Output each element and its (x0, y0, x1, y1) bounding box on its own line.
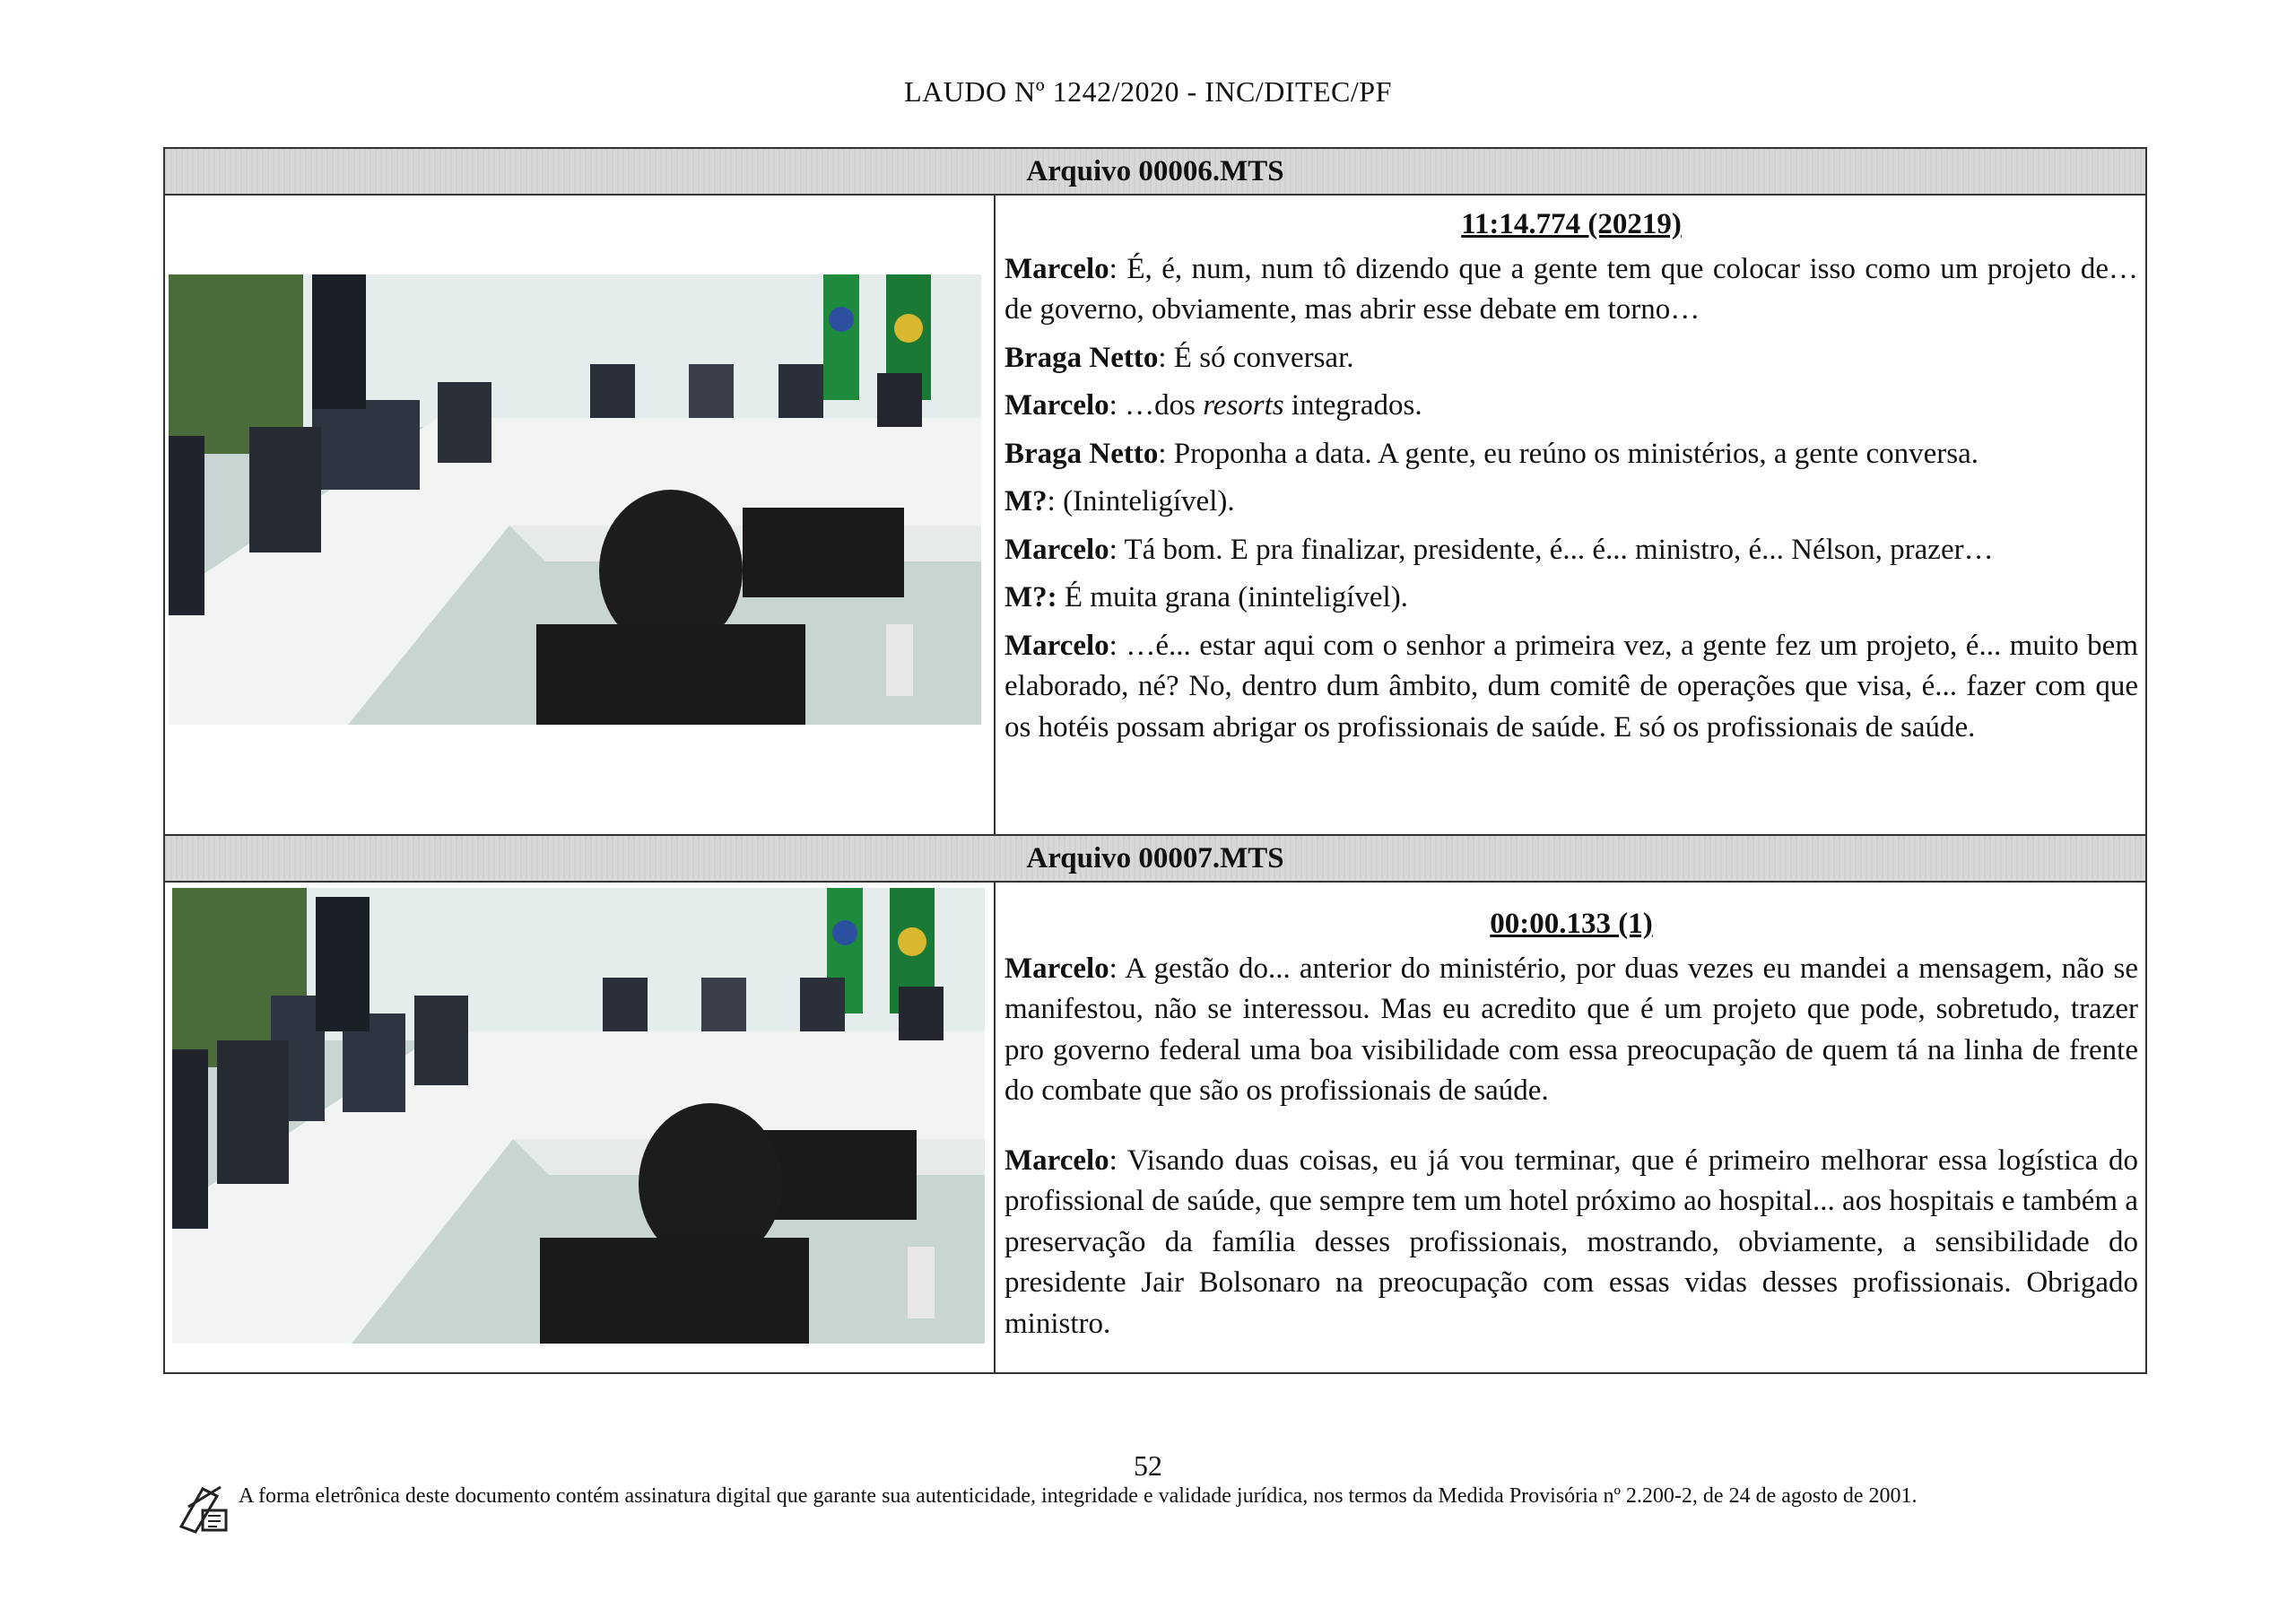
meeting-photo (172, 888, 985, 1344)
transcript-line (1004, 949, 2138, 1112)
speech-text: (Ininteligível). (1063, 485, 1235, 518)
speaker-name: Marcelo (1004, 533, 1109, 566)
speech-text: É, é, num, num tô dizendo que a gente tem que colocar isso como um projeto de… de governo, obviamente, mas abrir esse debate em torno… (1004, 252, 2139, 326)
footer (176, 1480, 2149, 1534)
section-body (165, 883, 2145, 1372)
speaker-name: M? (1004, 485, 1048, 518)
transcript-table (163, 147, 2147, 1374)
speaker-separator (1057, 581, 1065, 613)
transcript-text (996, 883, 2145, 1372)
transcript-line (1004, 626, 2138, 749)
speaker-separator: : (1109, 389, 1126, 422)
transcript-line (1004, 1141, 2138, 1345)
photo-cell (165, 883, 996, 1372)
speaker-name: Marcelo (1004, 389, 1109, 422)
timestamp: 11:14.774 (20219) (1461, 208, 1682, 240)
transcript-line (1004, 386, 2138, 427)
document-header: LAUDO Nº 1242/2020 - INC/DITEC/PF (904, 75, 1392, 108)
speaker-separator: : (1109, 952, 1126, 985)
transcript-line (1004, 530, 2138, 571)
speech-text: A gestão do... anterior do ministério, por duas vezes eu mandei a mensagem, não se manifestou, não se interessou. Mas eu acredito que é um projeto que pode, sobretudo, trazer pro governo federal uma boa visibilidade com essa preocupação de quem tá na linha de frente do combate que são os profissionais de saúde. (1004, 952, 2138, 1108)
speaker-separator: : (1158, 437, 1174, 470)
speech-text: Proponha a data. A gente, eu reúno os ministérios, a gente conversa. (1173, 437, 1979, 470)
transcript-text (996, 196, 2145, 834)
transcript-line (1004, 249, 2138, 331)
speech-text: Tá bom. E pra finalizar, presidente, é... é... ministro, é... Nélson, prazer… (1124, 533, 1994, 566)
meeting-photo-drawing (169, 274, 981, 725)
speech-text: Visando duas coisas, eu já vou terminar, que é primeiro melhorar essa logística do profissional de saúde, que sempre tem um hotel próximo ao hospital... aos hospitais e também a preservação da família desses profissionais, mostrando, obviamente, a sensibilidade do presidente Jair Bolsonaro na preocupação com essas vidas desses profissionais. Obrigado ministro. (1004, 1144, 2138, 1340)
file-header: Arquivo 00007.MTS (165, 836, 2145, 883)
speech-text: É muita grana (ininteligível). (1064, 581, 1408, 614)
section-body (165, 196, 2145, 836)
speaker-separator: : (1158, 341, 1174, 374)
meeting-photo-drawing (172, 888, 985, 1344)
speaker-name: Braga Netto (1004, 341, 1159, 374)
speaker-separator: : (1109, 629, 1126, 662)
speech-text: É só conversar. (1173, 341, 1354, 374)
speech-text: integrados. (1283, 389, 1422, 422)
transcript-line (1004, 434, 2138, 475)
meeting-photo (169, 274, 981, 725)
speaker-separator: : (1047, 485, 1064, 518)
file-header: Arquivo 00006.MTS (165, 149, 2145, 196)
transcript-line (1004, 482, 2138, 523)
speaker-name: Marcelo (1004, 1144, 1109, 1177)
digital-signature-icon (176, 1480, 231, 1534)
footer-text: A forma eletrônica deste documento contém assinatura digital que garante sua autenticidade, integridade e validade jurídica, nos termos da Medida Provisória nº 2.200-2, de 24 de agosto de 2001. (239, 1484, 1918, 1508)
speaker-separator: : (1109, 252, 1127, 285)
photo-cell (165, 196, 996, 834)
speaker-name: Marcelo (1004, 629, 1109, 662)
speaker-separator: : (1109, 1144, 1127, 1177)
speech-text: …dos (1125, 389, 1204, 422)
speaker-name: Marcelo (1004, 252, 1109, 285)
speech-text: …é... estar aqui com o senhor a primeira vez, a gente fez um projeto, é... muito bem elaborado, né? No, dentro dum âmbito, dum comitê de operações que visa, é... fazer com que os hotéis possam abrigar os profissionais de saúde. E só os profissionais de saúde. (1004, 629, 2138, 744)
transcript-line (1004, 578, 2138, 619)
speaker-name: Marcelo (1004, 952, 1109, 985)
speaker-separator: : (1109, 533, 1125, 566)
page-number: 52 (1134, 1449, 1162, 1482)
transcript-line (1004, 338, 2138, 379)
speech-text-italic: resorts (1203, 389, 1284, 422)
speaker-name: M?: (1004, 581, 1057, 614)
timestamp: 00:00.133 (1) (1490, 908, 1653, 940)
speaker-name: Braga Netto (1004, 437, 1159, 470)
